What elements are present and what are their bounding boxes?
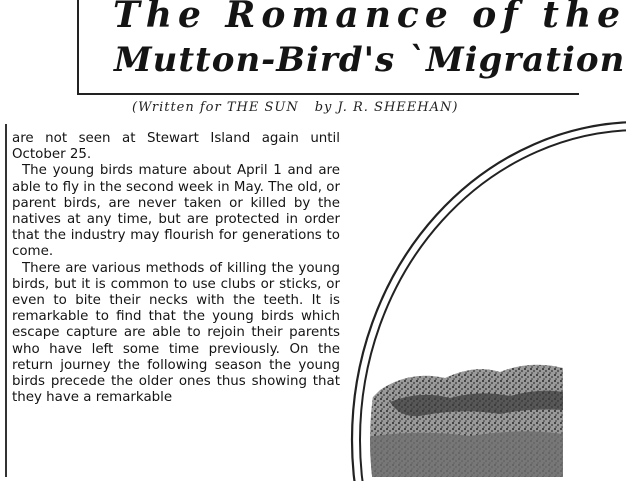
- headline-line-1: The Romance of the: [113, 0, 626, 36]
- article-column: [12, 131, 340, 406]
- paragraph-3: There are various methods of killing the young birds, but it is common to use clubs or sticks, or even to bite their necks with the teeth. It is remarkable to find that the young birds which escape capture are able to rejoin their parents who have left some time previously. On the return journey the following season the young birds precede the older ones thus showing that they have a remarkable: [12, 260, 340, 406]
- column-rule: [5, 124, 7, 477]
- photo-image: [350, 140, 563, 477]
- photo-illustration: [350, 140, 563, 477]
- paragraph-1: are not seen at Stewart Island again until October 25.: [12, 131, 340, 163]
- byline: [132, 100, 458, 115]
- headline-line-2: Mutton-Bird's ˋMigration: [114, 40, 626, 80]
- byline-note: (Written for THE SUN: [132, 100, 299, 115]
- paragraph-2: The young birds mature about April 1 and are able to fly in the second week in May. The old, or parent birds, are never taken or killed by the natives at any time, but are protected in order that the industry may flourish for generations to come.: [12, 163, 340, 260]
- byline-author: by J. R. SHEEHAN): [314, 100, 459, 115]
